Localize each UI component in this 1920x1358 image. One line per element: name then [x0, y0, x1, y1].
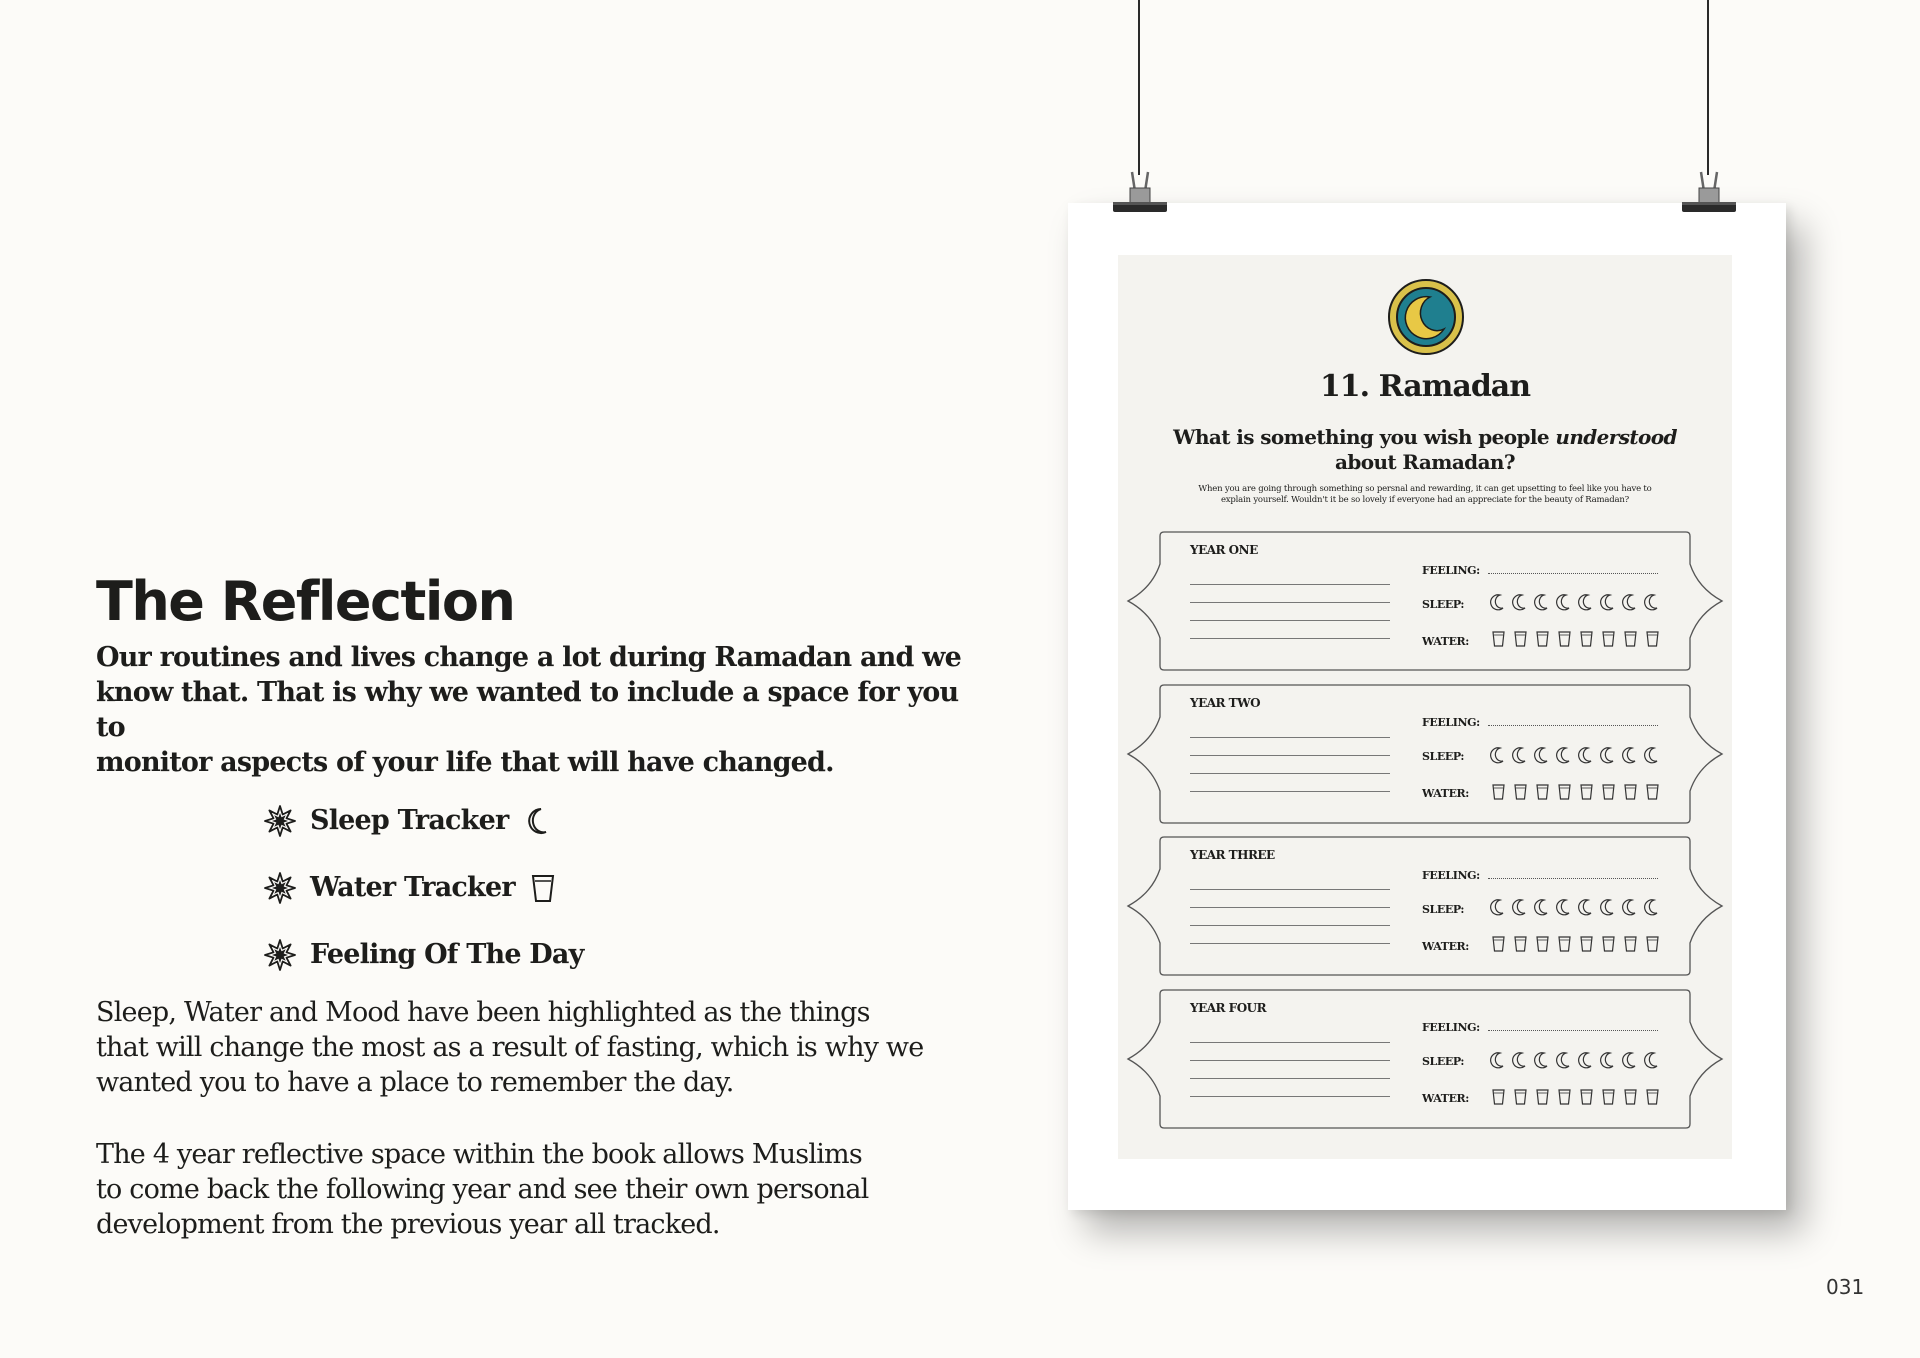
crescent-moon-icon: [1554, 746, 1576, 768]
row-label: WATER:: [1422, 787, 1469, 800]
poster-title: 11. Ramadan: [1319, 369, 1531, 404]
water-glass-icon: [1532, 935, 1554, 957]
water-glass-icon: [1576, 630, 1598, 652]
row-label: SLEEP:: [1422, 750, 1464, 763]
water-glass-icon: [1642, 630, 1664, 652]
crescent-moon-icon: [1488, 1051, 1510, 1073]
crescent-moon-icon: [1532, 746, 1554, 768]
year-card: [1126, 988, 1724, 1130]
feeling-line: [1488, 563, 1658, 574]
feeling-line: [1488, 1020, 1658, 1031]
water-glass-icon: [1488, 935, 1510, 957]
feature-sleep-tracker: [264, 787, 584, 854]
row-label: SLEEP:: [1422, 1055, 1464, 1068]
crescent-moon-icon: [1510, 898, 1532, 920]
year-label: YEAR THREE: [1190, 848, 1275, 862]
crescent-moon-icon: [1576, 898, 1598, 920]
row-label: FEELING:: [1422, 1021, 1480, 1034]
sleep-row: [1422, 594, 1664, 614]
crescent-moon-icon: [1510, 1051, 1532, 1073]
crescent-moon-icon: [1642, 746, 1664, 768]
water-glass-icon: [1620, 630, 1642, 652]
water-row: [1422, 784, 1664, 804]
crescent-moon-icon: [1510, 593, 1532, 615]
feeling-line: [1488, 715, 1658, 726]
crescent-moon-icon: [1642, 593, 1664, 615]
poster-page: [1118, 255, 1732, 1159]
feature-label: Sleep Tracker: [310, 805, 509, 836]
feature-list: [264, 787, 584, 988]
crescent-moon-icon: [1598, 898, 1620, 920]
row-label: FEELING:: [1422, 716, 1480, 729]
year-card: [1126, 683, 1724, 825]
crescent-emblem-icon: [1386, 277, 1466, 357]
water-glass-icon: [1554, 1088, 1576, 1110]
binder-clip-icon: [1679, 168, 1739, 220]
water-row: [1422, 631, 1664, 651]
crescent-moon-icon: [1598, 593, 1620, 615]
water-glass-icon: [1554, 630, 1576, 652]
year-card: [1126, 530, 1724, 672]
row-label: WATER:: [1422, 634, 1469, 648]
row-label: FEELING:: [1422, 563, 1480, 577]
notes-lines: [1190, 1025, 1390, 1097]
feature-label: Feeling Of The Day: [310, 939, 584, 970]
crescent-moon-icon: [1576, 593, 1598, 615]
feeling-row: [1422, 560, 1658, 580]
sleep-row: [1422, 747, 1664, 767]
section-heading: The Reflection: [96, 570, 515, 633]
crescent-moon-icon: [1598, 1051, 1620, 1073]
hanging-string: [1707, 0, 1709, 175]
crescent-moon-icon: [1532, 898, 1554, 920]
water-glass-icon: [1576, 935, 1598, 957]
year-card: [1126, 835, 1724, 977]
water-glass-icon: [1642, 935, 1664, 957]
binder-clip-icon: [1110, 168, 1170, 220]
crescent-moon-icon: [1642, 1051, 1664, 1073]
notes-lines: [1190, 872, 1390, 944]
year-label: YEAR TWO: [1190, 695, 1261, 710]
water-glass-icon: [531, 873, 555, 903]
water-glass-icon: [1488, 1088, 1510, 1110]
feeling-row: [1422, 1018, 1658, 1038]
row-label: WATER:: [1422, 1092, 1469, 1105]
crescent-moon-icon: [1598, 746, 1620, 768]
water-glass-icon: [1532, 630, 1554, 652]
row-label: FEELING:: [1422, 868, 1480, 882]
sleep-row: [1422, 899, 1664, 919]
burst-star-icon: [264, 939, 296, 971]
feature-feeling-of-the-day: [264, 921, 584, 988]
hanging-poster: [1068, 203, 1786, 1210]
feature-water-tracker: [264, 854, 584, 921]
water-glass-icon: [1510, 1088, 1532, 1110]
water-glass-icon: [1598, 935, 1620, 957]
crescent-moon-icon: [1642, 898, 1664, 920]
burst-star-icon: [264, 805, 296, 837]
intro-text: Our routines and lives change a lot during Ramadan and we know that. That is why we wanted to include a space for you to monitor aspects of your life that will have changed.: [96, 642, 961, 778]
hanging-string: [1138, 0, 1140, 175]
crescent-moon-icon: [1554, 1051, 1576, 1073]
water-row: [1422, 1089, 1664, 1109]
crescent-moon-icon: [1554, 898, 1576, 920]
water-glass-icon: [1488, 783, 1510, 805]
water-glass-icon: [1532, 783, 1554, 805]
water-glass-icon: [1510, 935, 1532, 957]
row-label: SLEEP:: [1422, 902, 1464, 916]
crescent-moon-icon: [1576, 746, 1598, 768]
feeling-row: [1422, 865, 1658, 885]
crescent-moon-icon: [1532, 593, 1554, 615]
page-number: 031: [1826, 1275, 1865, 1299]
sleep-row: [1422, 1052, 1664, 1072]
water-glass-icon: [1598, 1088, 1620, 1110]
water-glass-icon: [1510, 630, 1532, 652]
year-label: YEAR ONE: [1190, 543, 1258, 557]
water-glass-icon: [1576, 783, 1598, 805]
crescent-moon-icon: [1488, 593, 1510, 615]
row-label: SLEEP:: [1422, 597, 1464, 611]
crescent-moon-icon: [1488, 746, 1510, 768]
crescent-moon-icon: [1532, 1051, 1554, 1073]
notes-lines: [1190, 720, 1390, 792]
poster-question: What is something you wish people understood about Ramadan?: [1173, 425, 1677, 474]
water-glass-icon: [1576, 1088, 1598, 1110]
feeling-line: [1488, 868, 1658, 879]
water-glass-icon: [1510, 783, 1532, 805]
water-glass-icon: [1532, 1088, 1554, 1110]
crescent-moon-icon: [1576, 1051, 1598, 1073]
paragraph-four-year: The 4 year reflective space within the book allows Muslims to come back the following year and see their own personal development from the previous year all tracked.: [96, 1139, 869, 1240]
crescent-moon-icon: [1554, 593, 1576, 615]
water-glass-icon: [1598, 630, 1620, 652]
water-glass-icon: [1642, 783, 1664, 805]
water-glass-icon: [1620, 935, 1642, 957]
water-glass-icon: [1642, 1088, 1664, 1110]
water-glass-icon: [1620, 783, 1642, 805]
burst-star-icon: [264, 872, 296, 904]
water-glass-icon: [1598, 783, 1620, 805]
water-glass-icon: [1554, 935, 1576, 957]
crescent-moon-icon: [1488, 898, 1510, 920]
crescent-moon-icon: [1620, 1051, 1642, 1073]
feature-label: Water Tracker: [310, 872, 515, 903]
row-label: WATER:: [1422, 939, 1469, 953]
water-row: [1422, 936, 1664, 956]
crescent-moon-icon: [1620, 898, 1642, 920]
water-glass-icon: [1488, 630, 1510, 652]
crescent-moon-icon: [1510, 746, 1532, 768]
crescent-moon-icon: [524, 806, 550, 836]
feeling-row: [1422, 713, 1658, 733]
year-label: YEAR FOUR: [1190, 1000, 1267, 1015]
poster-description: When you are going through something so persnal and rewarding, it can get upsetting to feel like you have to explain yourself. Wouldn't it be so lovely if everyone had an appreciate for the beauty of Ramadan?: [1198, 484, 1652, 505]
water-glass-icon: [1554, 783, 1576, 805]
notes-lines: [1190, 567, 1390, 639]
paragraph-tracking: Sleep, Water and Mood have been highlighted as the things that will change the most as a result of fasting, which is why we wanted you to have a place to remember the day.: [96, 997, 924, 1098]
crescent-moon-icon: [1620, 746, 1642, 768]
crescent-moon-icon: [1620, 593, 1642, 615]
water-glass-icon: [1620, 1088, 1642, 1110]
